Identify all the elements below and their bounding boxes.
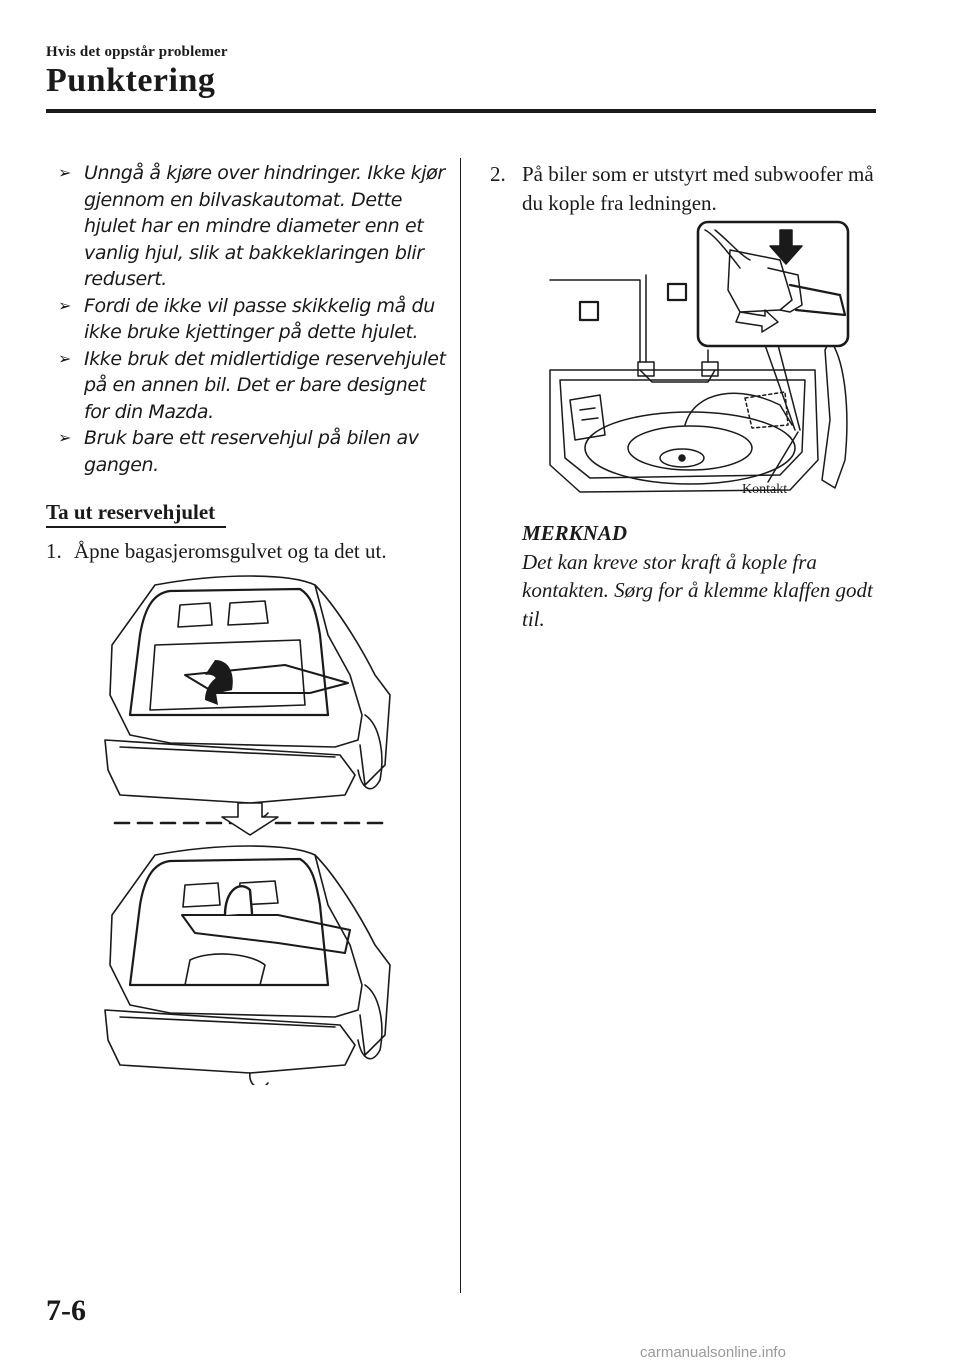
subheading: Ta ut reservehjulet — [46, 500, 216, 524]
list-item — [58, 293, 448, 346]
subwoofer-connector-illustration — [540, 220, 860, 505]
triangle-right-icon: ➢ — [58, 163, 72, 182]
bullet-text: Ikke bruk det midlertidige reservehjulet på en annen bil. Det er bare designet for din Mazda. — [84, 347, 446, 423]
watermark: carmanualsonline.info — [640, 1344, 786, 1361]
transition-arrow — [115, 803, 385, 835]
list-item — [58, 346, 448, 426]
list-item — [58, 160, 448, 293]
car-open-tailgate-top — [105, 576, 390, 818]
column-divider — [460, 158, 461, 1293]
bullet-text: Unngå å kjøre over hindringer. Ikke kjør gjennom en bilvaskautomat. Dette hjulet har en mindre diameter enn et vanlig hjul, slik at bakkeklaringen blir redusert. — [84, 162, 445, 290]
section-heading: Hvis det oppstår problemer — [46, 44, 228, 60]
step-number: 2. — [490, 162, 506, 186]
header-rule — [46, 109, 876, 113]
bullet-text: Bruk bare ett reservehjul på bilen av gangen. — [84, 427, 419, 476]
step-2 — [490, 160, 885, 218]
bracket-right-icon — [668, 284, 686, 300]
triangle-right-icon: ➢ — [58, 348, 72, 368]
step-number: 1. — [46, 539, 62, 563]
connector-detail-inset — [698, 222, 848, 346]
note-text: Det kan kreve stor kraft å kople fra kontakten. Sørg for å klemme klaffen godt til. — [522, 549, 873, 631]
bullet-text: Fordi de ikke vil passe skikkelig må du ikke bruke kjettinger på dette hjulet. — [84, 294, 435, 343]
trunk-floor-illustration — [100, 565, 400, 1085]
warning-bullet-list — [58, 160, 448, 478]
list-item — [58, 425, 448, 478]
triangle-right-icon: ➢ — [58, 295, 72, 315]
page-number: 7-6 — [46, 1294, 86, 1327]
triangle-right-icon: ➢ — [58, 428, 72, 447]
note-box — [522, 519, 882, 633]
step-text: Åpne bagasjeromsgulvet og ta det ut. — [74, 539, 387, 563]
note-label: MERKNAD — [522, 521, 628, 545]
bracket-left-icon — [580, 302, 598, 320]
page-title: Punktering — [46, 62, 216, 99]
subheading-underline — [46, 526, 226, 528]
spare-tire-well — [550, 340, 847, 492]
step-1 — [46, 537, 456, 566]
step-text: På biler som er utstyrt med subwoofer må du kople fra ledningen. — [522, 162, 874, 215]
connector-callout-label: Kontakt — [742, 482, 788, 497]
car-open-tailgate-bottom — [105, 846, 390, 1085]
